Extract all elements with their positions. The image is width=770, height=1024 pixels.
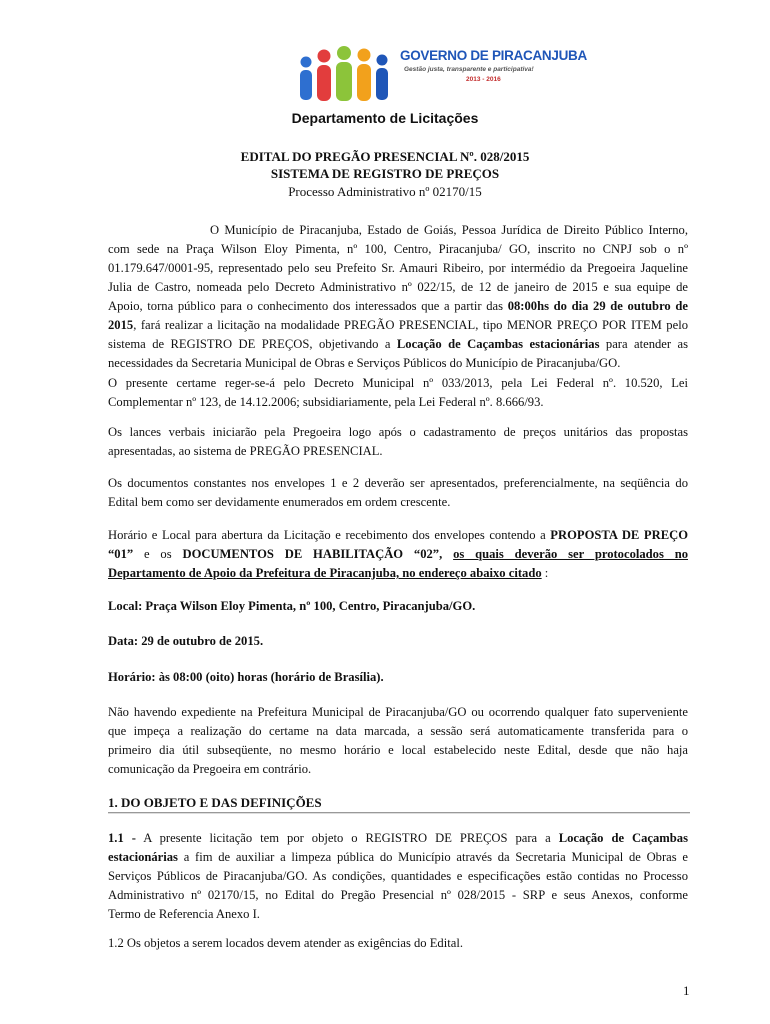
governo-piracanjuba-logo (292, 40, 587, 106)
clause-1-1: 1.1 - A presente licitação tem por objeto o REGISTRO DE PREÇOS para a Locação de Caçambas estacionárias a fim de auxiliar a limpeza pública do Município através da Secretaria Municipal de Obras e Serviços Públicos de Piracanjuba/GO. As condições, quantidades e especificações estão contidas no Processo Administrativo nº 02170/15, no Edital do Pregão Presencial nº 028/2015 - SRP e seus Anexos, conforme Termo de Referencia Anexo I. (108, 831, 688, 921)
system-title: SISTEMA DE REGISTRO DE PREÇOS (270, 166, 500, 181)
logo-title: GOVERNO DE PIRACANJUBA (400, 48, 587, 63)
local-line: Local: Praça Wilson Eloy Pimenta, nº 100, Centro, Piracanjuba/GO. (108, 599, 476, 613)
edital-title: EDITAL DO PREGÃO PRESENCIAL Nº. 028/2015 (240, 149, 530, 164)
data-line: Data: 29 de outubro de 2015. (108, 634, 264, 648)
opening-paragraph: Horário e Local para abertura da Licitação e recebimento dos envelopes contendo a PROPOSTA DE PREÇO “01” e os DOCUMENTOS DE HABILITAÇÃO “02”, os quais deverão ser protocolados no Departamento de Apoio da Prefeitura de Piracanjuba, no endereço abaixo citado : (108, 528, 689, 580)
department-title: Departamento de Licitações (291, 110, 479, 126)
legal-basis-paragraph: O presente certame reger-se-á pelo Decreto Municipal nº 033/2013, pela Lei Federal nº. 10.520, Lei Complementar nº 123, de 14.12.2006; subsidiariamente, pela Lei Federal nº. 8.666/93. (108, 376, 688, 409)
section-divider (108, 812, 690, 813)
intro-paragraph: O Município de Piracanjuba, Estado de Goiás, Pessoa Jurídica de Direito Público Interno, com sede na Praça Wilson Eloy Pimenta, nº 100, Centro, Piracanjuba/ GO, inscrito no CNPJ sob o nº 01.179.647/0001-95, representado pelo seu Prefeito Sr. Amauri Ribeiro, por intermédio da Pregoeira Jaqueline Julia de Castro, nomeada pelo Decreto Administrativo nº 022/15, de 12 de janeiro de 2015 e sua equipe de Apoio, torna público para o conhecimento dos interessados que a partir das 08:00hs do dia 29 de outubro de 2015, fará realizar a licitação na modalidade PREGÃO PRESENCIAL, tipo MENOR PREÇO POR ITEM pelo sistema de REGISTRO DE PREÇOS, objetivando a Locação de Caçambas estacionárias para atender as necessidades da Secretaria Municipal de Obras e Serviços Públicos do Município de Piracanjuba/GO. (108, 223, 688, 370)
documents-paragraph: Os documentos constantes nos envelopes 1 e 2 deverão ser apresentados, preferencialmente, na seqüência do Edital bem como ser devidamente enumerados em ordem crescente. (108, 476, 688, 509)
no-expediente-paragraph: Não havendo expediente na Prefeitura Municipal de Piracanjuba/GO ou ocorrendo qualquer fato superveniente que impeça a realização do certame na data marcada, a sessão será automaticamente transferida para o primeiro dia útil subseqüente, no mesmo horário e local estabelecido neste Edital, desde que não haja comunicação da Pregoeira em contrário. (108, 705, 688, 776)
logo-years: 2013 - 2016 (466, 76, 501, 83)
processo-line: Processo Administrativo nº 02170/15 (288, 184, 482, 199)
section-1-heading: 1. DO OBJETO E DAS DEFINIÇÕES (108, 795, 322, 810)
clause-1-2: 1.2 Os objetos a serem locados devem atender as exigências do Edital. (108, 936, 463, 950)
logo-slogan: Gestão justa, transparente e participativa! (404, 66, 534, 73)
horario-line: Horário: às 08:00 (oito) horas (horário de Brasília). (108, 670, 384, 684)
lances-paragraph: Os lances verbais iniciarão pela Pregoeira logo após o cadastramento de preços unitários das propostas apresentadas, ao sistema de PREGÃO PRESENCIAL. (108, 425, 688, 458)
people-figures-icon (292, 46, 404, 102)
page-number: 1 (683, 983, 690, 998)
